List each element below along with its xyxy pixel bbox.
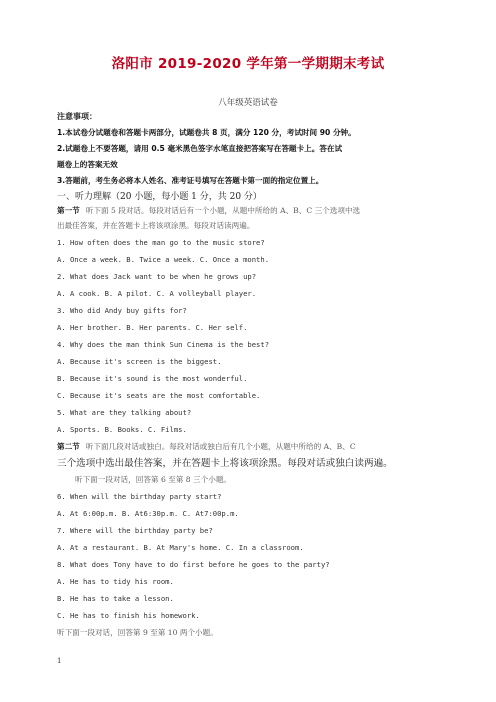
question-8-option-a: A. He has to tidy his room. — [57, 577, 174, 586]
question-8-option-b: B. He has to take a lesson. — [57, 594, 174, 603]
notice-heading: 注意事项： — [57, 112, 97, 121]
question-5-options: A. Sports. B. Books. C. Films. — [57, 425, 187, 434]
section1-instruction — [57, 206, 360, 216]
question-8: 8. What does Tony have to do first before he goes to the party? — [57, 560, 330, 569]
notice-2-cont: 题卷上的答案无效 — [57, 160, 118, 169]
page-number: 1 — [57, 657, 62, 665]
next-dialogue-instruction: 听下面一段对话，回答第 9 至第 10 两个小题。 — [57, 628, 218, 637]
question-1-options: A. Once a week. B. Twice a week. C. Once a month. — [57, 255, 270, 264]
question-4-option-b: B. Because it's sound is the most wonderful. — [57, 374, 248, 383]
section2-instr-1: 听下面几段对话或独白。每段对话或独白后有几个小题，从题中所给的 A、B、C — [85, 442, 356, 451]
question-4: 4. Why does the man think Sun Cinema is the best? — [57, 340, 270, 349]
notice-1: 1.本试卷分试题卷和答题卡两部分，试题卷共 8 页，满分 120 分，考试时间 90 分钟。 — [57, 128, 356, 137]
question-7: 7. Where will the birthday party be? — [57, 526, 213, 535]
question-7-options: A. At a restaurant. B. At Mary's home. C. In a classroom. — [57, 543, 304, 552]
section2-instr-3: 听下面一段对话，回答第 6 至第 8 三个小题。 — [75, 475, 232, 484]
section1-instr-1: 听下面 5 段对话。每段对话后有一个小题，从题中所给的 A、B、C 三个选项中选 — [85, 206, 361, 215]
question-8-option-c: C. He has to finish his homework. — [57, 611, 200, 620]
notice-3: 3.答题前，考生务必将本人姓名、准考证号填写在答题卡第一面的指定位置上。 — [57, 176, 324, 185]
question-4-option-a: A. Because it's screen is the biggest. — [57, 357, 222, 366]
exam-title: 洛阳市 2019-2020 学年第一学期期末考试 — [111, 56, 385, 72]
question-6-options: A. At 6:00p.m. B. At6:30p.m. C. At7:00p.m. — [57, 509, 239, 518]
section1-instr-2: 出最佳答案，并在答题卡上将该项涂黑。每段对话读两遍。 — [57, 221, 255, 230]
question-3: 3. Who did Andy buy gifts for? — [57, 306, 187, 315]
question-2: 2. What does Jack want to be when he grows up? — [57, 272, 257, 281]
section2-instr-2: 三个选项中选出最佳答案，并在答题卡上将该项涂黑。每段对话或独白读两遍。 — [57, 458, 393, 469]
section1-label: 第一节 — [57, 206, 80, 215]
question-1: 1. How often does the man go to the music store? — [57, 238, 265, 247]
part1-heading: 一、听力理解（20 小题，每小题 1 分，共 20 分） — [57, 192, 262, 202]
exam-subtitle: 八年级英语试卷 — [218, 98, 278, 108]
question-4-option-c: C. Because it's seats are the most comfortable. — [57, 391, 261, 400]
question-2-options: A. A cook. B. A pilot. C. A volleyball player. — [57, 289, 257, 298]
section2-instruction — [57, 442, 356, 452]
question-6: 6. When will the birthday party start? — [57, 492, 222, 501]
question-5: 5. What are they talking about? — [57, 408, 192, 417]
question-3-options: A. Her brother. B. Her parents. C. Her self. — [57, 323, 248, 332]
notice-2: 2.试题卷上不要答题，请用 0.5 毫米黑色签字水笔直接把答案写在答题卡上。答在试 — [57, 144, 343, 153]
section2-label: 第二节 — [57, 442, 80, 451]
